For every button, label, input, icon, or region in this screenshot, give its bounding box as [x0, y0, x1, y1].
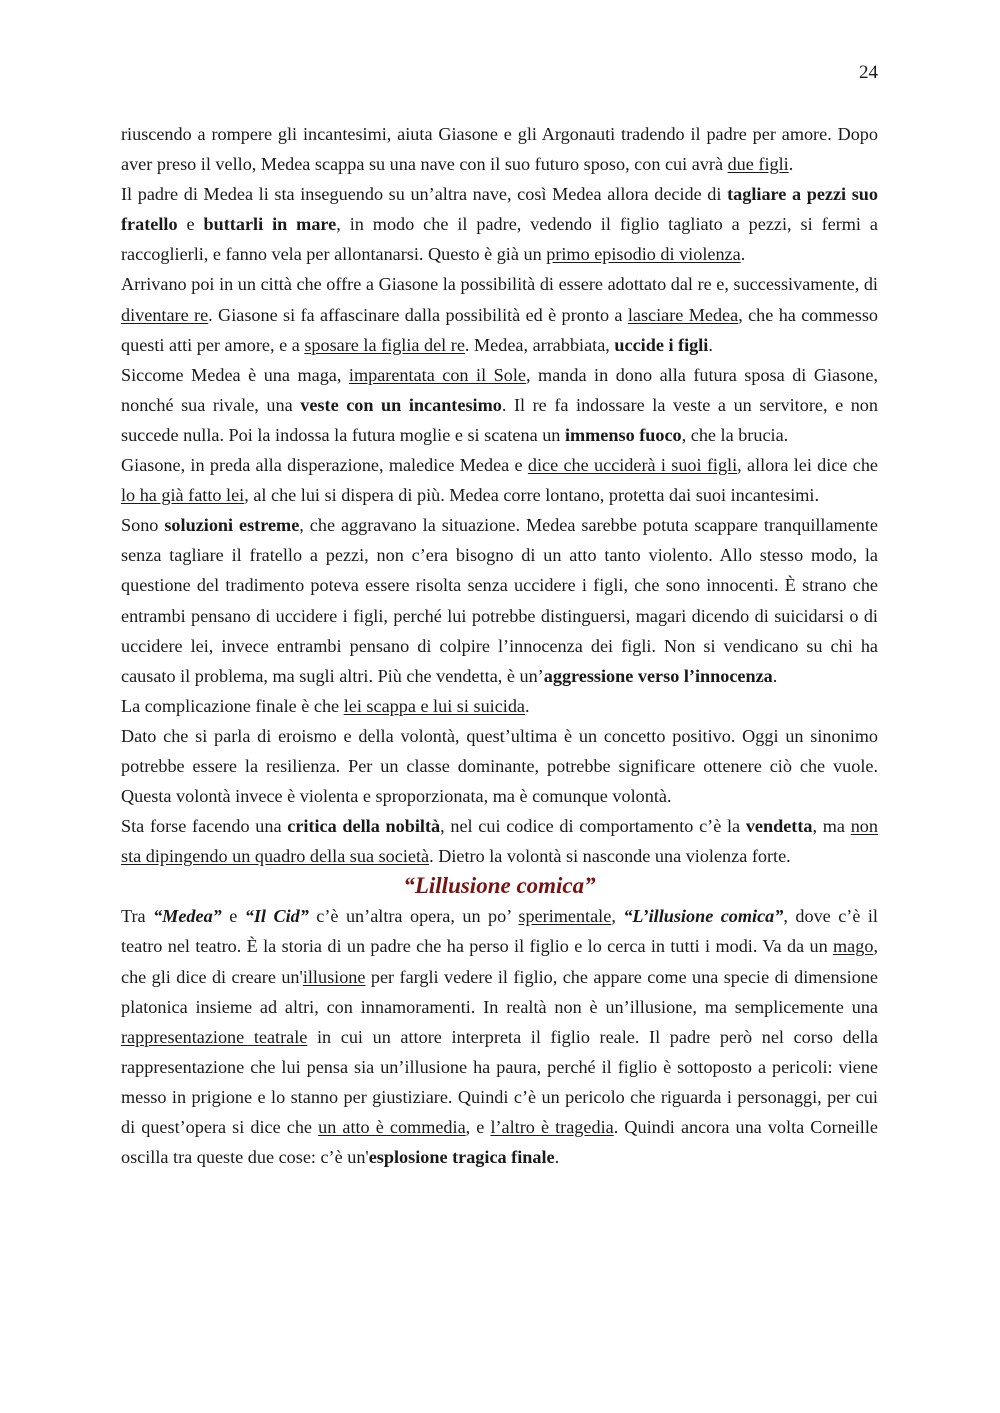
text-run: , ma	[812, 816, 851, 837]
text-run: . Dietro la volontà si nasconde una violenza forte.	[429, 846, 791, 867]
bold-italic-title: “L’illusione comica”	[623, 906, 784, 927]
document-body	[121, 119, 878, 1172]
paragraph	[121, 901, 878, 1172]
underlined-text: lei scappa e lui si suicida	[343, 695, 526, 716]
underlined-text: lasciare Medea	[627, 304, 739, 325]
text-run: , manda in dono alla futura sposa di Giasone, nonché sua rivale, una	[121, 364, 879, 415]
section-title: “Lillusione comica”	[403, 873, 596, 899]
underlined-text: rappresentazione teatrale	[121, 1026, 308, 1047]
paragraph	[121, 811, 878, 871]
text-run: . Il re fa indossare la veste a un servitore, e non succede nulla. Poi la indossa la futura moglie e si scatena un	[121, 394, 878, 445]
underlined-text: imparentata con il Sole	[348, 364, 526, 385]
paragraph	[121, 691, 878, 721]
paragraphs-after-title	[121, 901, 878, 1172]
bold-italic-title: “Medea”	[153, 906, 222, 927]
paragraph	[121, 510, 878, 691]
text-run: .	[525, 695, 530, 716]
text-run: Dato che si parla di eroismo e della volontà, quest’ultima è un concetto positivo. Oggi un sinonimo potrebbe essere la resilienza. Per un classe dominante, potrebbe significare ottenere ciò che vuole. Questa volontà invece è violenta e sproporzionata, ma è comunque volontà.	[121, 725, 878, 807]
paragraph	[121, 360, 878, 450]
text-run: , che gli dice di creare un'	[121, 936, 878, 987]
underlined-text: dice che ucciderà i suoi figli	[527, 455, 738, 476]
paragraph	[121, 269, 878, 359]
paragraph	[121, 721, 878, 811]
bold-text: esplosione tragica finale	[368, 1147, 555, 1168]
text-run: .	[788, 154, 794, 175]
underlined-text: un atto è commedia	[318, 1117, 466, 1137]
text-run: . Giasone si fa affascinare dalla possibilità ed è pronto a	[208, 304, 628, 325]
underlined-text: diventare re	[121, 304, 209, 325]
text-run: e	[177, 214, 204, 235]
bold-text: critica della nobiltà	[287, 816, 441, 837]
bold-text: veste con un incantesimo	[300, 394, 502, 415]
page-number: 24	[859, 62, 878, 83]
text-run: .	[740, 244, 746, 265]
text-run: c’è un’altra opera, un po’	[308, 906, 519, 927]
text-run: .	[708, 334, 713, 355]
underlined-text: non sta dipingendo un quadro della sua società	[121, 816, 878, 867]
bold-text: soluzioni estreme	[164, 515, 300, 536]
text-run: , allora lei dice che	[737, 455, 878, 476]
paragraph	[121, 450, 878, 510]
text-run: Arrivano poi in un città che offre a Giasone la possibilità di essere adottato dal re e, successivamente, di	[121, 274, 878, 295]
bold-text: tagliare a pezzi suo fratello	[121, 184, 879, 235]
bold-text: immenso fuoco	[564, 424, 682, 445]
underlined-text: mago	[833, 936, 874, 957]
bold-text: buttarli in mare	[203, 214, 337, 235]
bold-text: uccide i figli	[614, 334, 709, 355]
text-run: .	[554, 1147, 560, 1168]
text-run: , al che lui si dispera di più. Medea corre lontano, protetta dai suoi incantesimi.	[244, 485, 819, 506]
text-run: , dove c’è il teatro nel teatro. È la storia di un padre che ha perso il figlio e lo cerca in tutti i modi. Va da un	[121, 906, 878, 957]
text-run: . Quindi ancora una volta Corneille oscilla tra queste due cose: c’è un'	[121, 1117, 878, 1168]
text-run: per fargli vedere il figlio, che appare come una specie di dimensione platonica insieme ad altri, con innamoramenti. In realtà non è un’illusione, ma semplicemente una	[121, 966, 878, 1017]
text-run: .	[772, 665, 778, 686]
bold-italic-title: “Il Cid”	[244, 906, 309, 927]
underlined-text: illusione	[302, 966, 366, 987]
paragraph	[121, 119, 878, 179]
text-run: e	[221, 906, 245, 927]
text-run: Sta forse facendo una	[121, 816, 288, 837]
underlined-text: primo episodio di violenza	[546, 244, 741, 265]
text-run: Giasone, in preda alla disperazione, maledice Medea e	[121, 455, 528, 476]
text-run: Il padre di Medea li sta inseguendo su un’altra nave, così Medea allora decide di	[121, 184, 728, 205]
paragraphs-before-title	[121, 119, 878, 871]
text-run: in cui un attore interpreta il figlio reale. Il padre però nel corso della rappresentazione che lui pensa sia un’illusione ha paura, perché il figlio è sottoposto a pericoli: viene messo in prigione e lo stanno per giustiziare. Quindi c’è un pericolo che riguarda i personaggi, per cui di quest’opera si dice che	[121, 1026, 878, 1137]
underlined-text: sposare la figlia del re	[304, 334, 465, 355]
text-run: . Medea, arrabbiata,	[464, 334, 615, 355]
text-run: riuscendo a rompere gli incantesimi, aiuta Giasone e gli Argonauti tradendo il padre per amore. Dopo aver preso il vello, Medea scappa su una nave con il suo futuro sposo, con cui avrà	[121, 124, 878, 175]
text-run: , in modo che il padre, vedendo il figlio tagliato a pezzi, si fermi a raccoglierli, e fanno vela per allontanarsi. Questo è già un	[121, 214, 878, 265]
paragraph	[121, 179, 878, 269]
text-run: La complicazione finale è che	[121, 695, 344, 716]
text-run: Sono	[121, 515, 165, 536]
text-run: , e	[465, 1117, 491, 1137]
underlined-text: sperimentale	[518, 906, 612, 927]
bold-text: aggressione verso l’innocenza	[543, 665, 773, 686]
text-run: , che la brucia.	[681, 424, 789, 445]
underlined-text: lo ha già fatto lei	[121, 485, 245, 506]
text-run: , che aggravano la situazione. Medea sarebbe potuta scappare tranquillamente senza tagliare il fratello a pezzi, non c’era bisogno di un atto tanto violento. Allo stesso modo, la questione del tradimento poteva essere risolta senza uccidere i figli, che sono innocenti. È strano che entrambi pensano di uccidere i figli, perché lui potrebbe distinguersi, magari dicendo di suicidarsi o di uccidere lei, invece entrambi pensano di colpire l’innocenza dei figli. Non si vendicano su chi ha causato il problema, ma sugli altri. Più che vendetta, è un’	[121, 515, 878, 686]
bold-text: vendetta	[745, 816, 813, 837]
text-run: ,	[611, 906, 624, 927]
underlined-text: l’altro è tragedia	[490, 1117, 614, 1137]
text-run: , nel cui codice di comportamento c’è la	[440, 816, 746, 837]
text-run: Tra	[121, 906, 154, 927]
text-run: Siccome Medea è una maga,	[121, 364, 349, 385]
underlined-text: due figli	[727, 154, 789, 175]
text-run: , che ha commesso questi atti per amore, e a	[121, 304, 879, 355]
